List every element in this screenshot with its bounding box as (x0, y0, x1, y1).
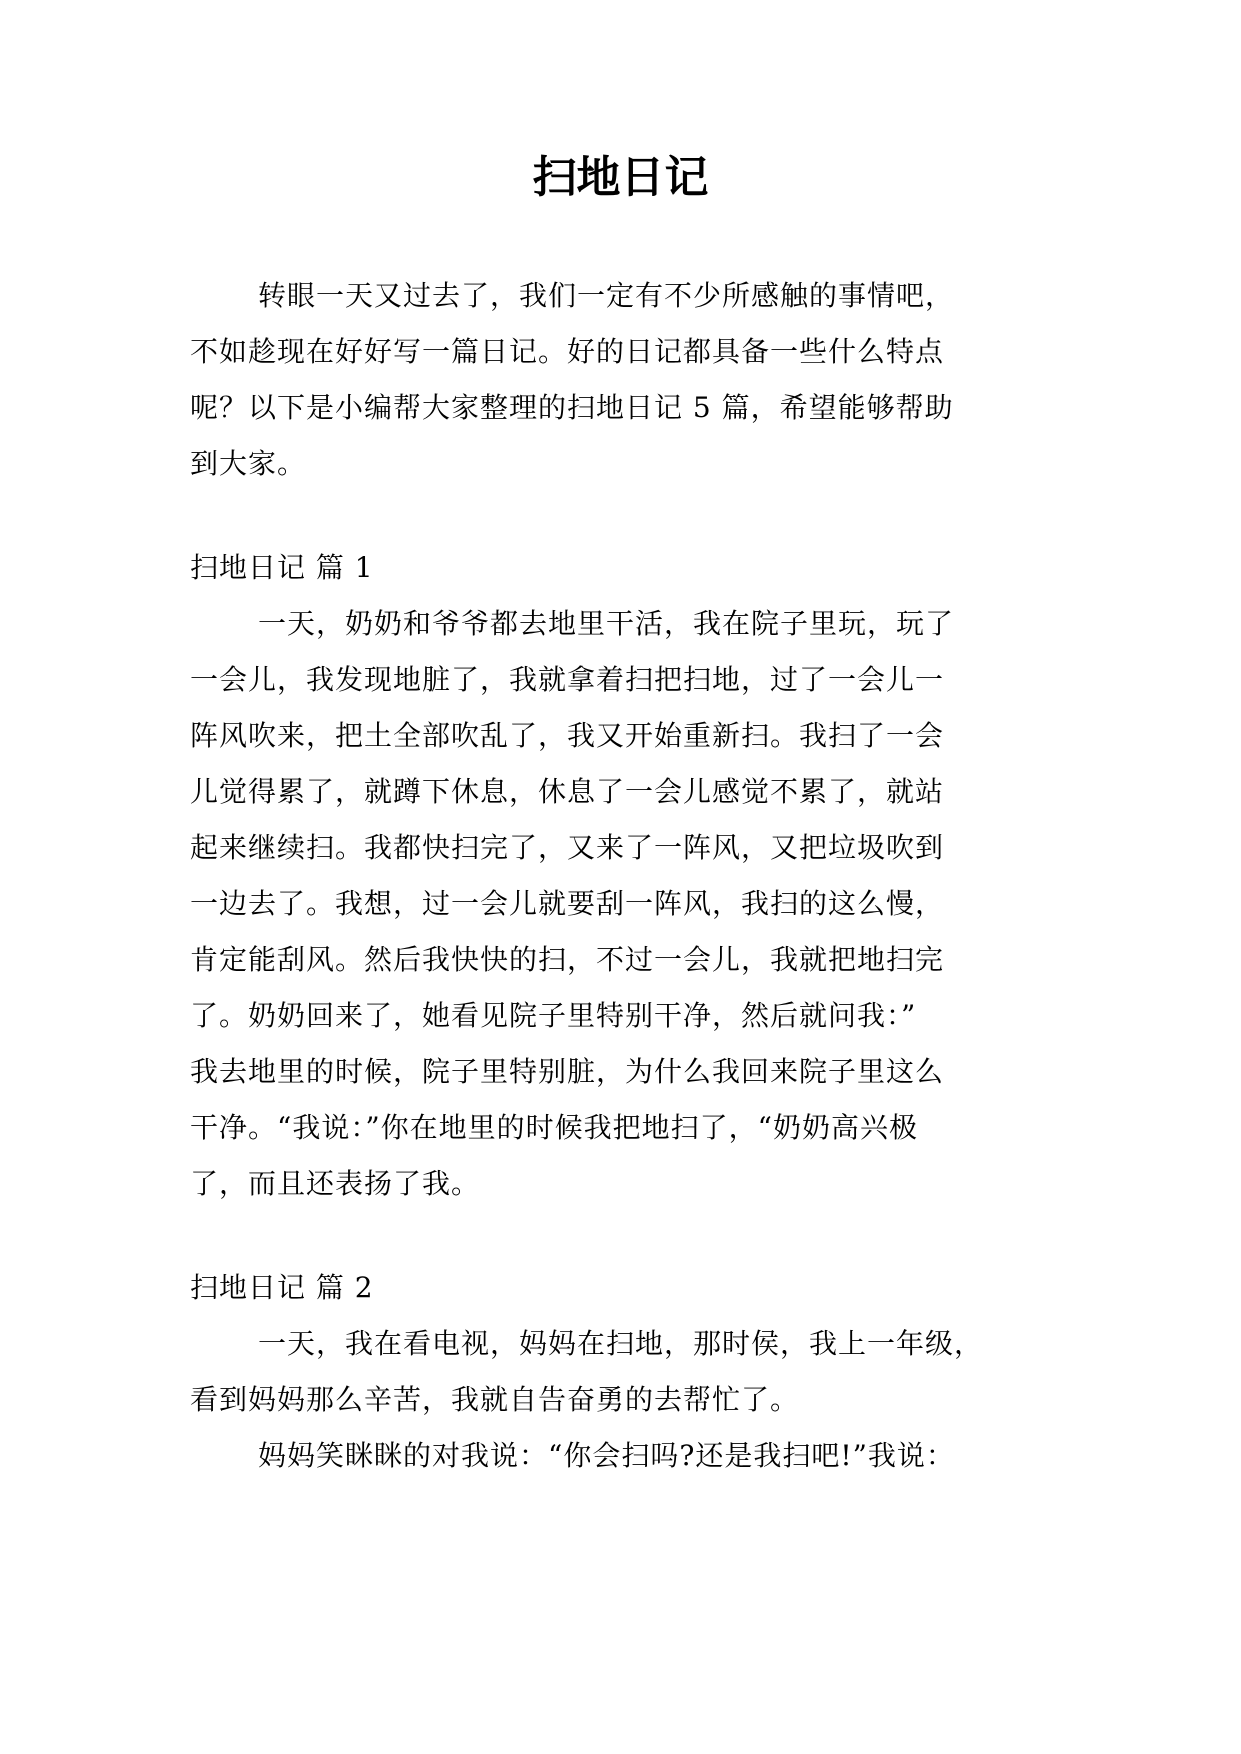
paragraph-line: 一边去了。我想，过一会儿就要刮一阵风，我扫的这么慢， (190, 887, 945, 920)
intro-line: 转眼一天又过去了，我们一定有不少所感触的事情吧， (258, 279, 955, 312)
section-heading-2: 扫地日记 篇 2 (190, 1271, 374, 1304)
intro-line: 不如趁现在好好写一篇日记。好的日记都具备一些什么特点 (190, 335, 945, 368)
paragraph-line: 妈妈笑眯眯的对我说：“你会扫吗?还是我扫吧!”我说： (258, 1439, 955, 1472)
paragraph-line: 阵风吹来，把土全部吹乱了，我又开始重新扫。我扫了一会 (190, 719, 945, 752)
paragraph-line: 起来继续扫。我都快扫完了，又来了一阵风，又把垃圾吹到 (190, 831, 945, 864)
page-title: 扫地日记 (532, 152, 709, 203)
paragraph-line: 一天，奶奶和爷爷都去地里干活，我在院子里玩，玩了 (258, 607, 955, 640)
paragraph-line: 一天，我在看电视，妈妈在扫地，那时侯，我上一年级， (258, 1327, 984, 1360)
paragraph-line: 了，而且还表扬了我。 (190, 1167, 481, 1200)
intro-line: 到大家。 (190, 447, 307, 480)
paragraph-line: 一会儿，我发现地脏了，我就拿着扫把扫地，过了一会儿一 (190, 663, 945, 696)
intro-line: 呢？以下是小编帮大家整理的扫地日记 5 篇，希望能够帮助 (190, 391, 954, 424)
paragraph-line: 看到妈妈那么辛苦，我就自告奋勇的去帮忙了。 (190, 1383, 800, 1416)
section-heading-1: 扫地日记 篇 1 (190, 551, 374, 584)
paragraph-line: 了。奶奶回来了，她看见院子里特别干净，然后就问我：” (190, 999, 917, 1032)
paragraph-line: 儿觉得累了，就蹲下休息，休息了一会儿感觉不累了，就站 (190, 775, 945, 808)
paragraph-line: 干净。“我说：”你在地里的时候我把地扫了，“奶奶高兴极 (190, 1111, 918, 1144)
paragraph-line: 肯定能刮风。然后我快快的扫，不过一会儿，我就把地扫完 (190, 943, 945, 976)
paragraph-line: 我去地里的时候，院子里特别脏，为什么我回来院子里这么 (190, 1055, 945, 1088)
